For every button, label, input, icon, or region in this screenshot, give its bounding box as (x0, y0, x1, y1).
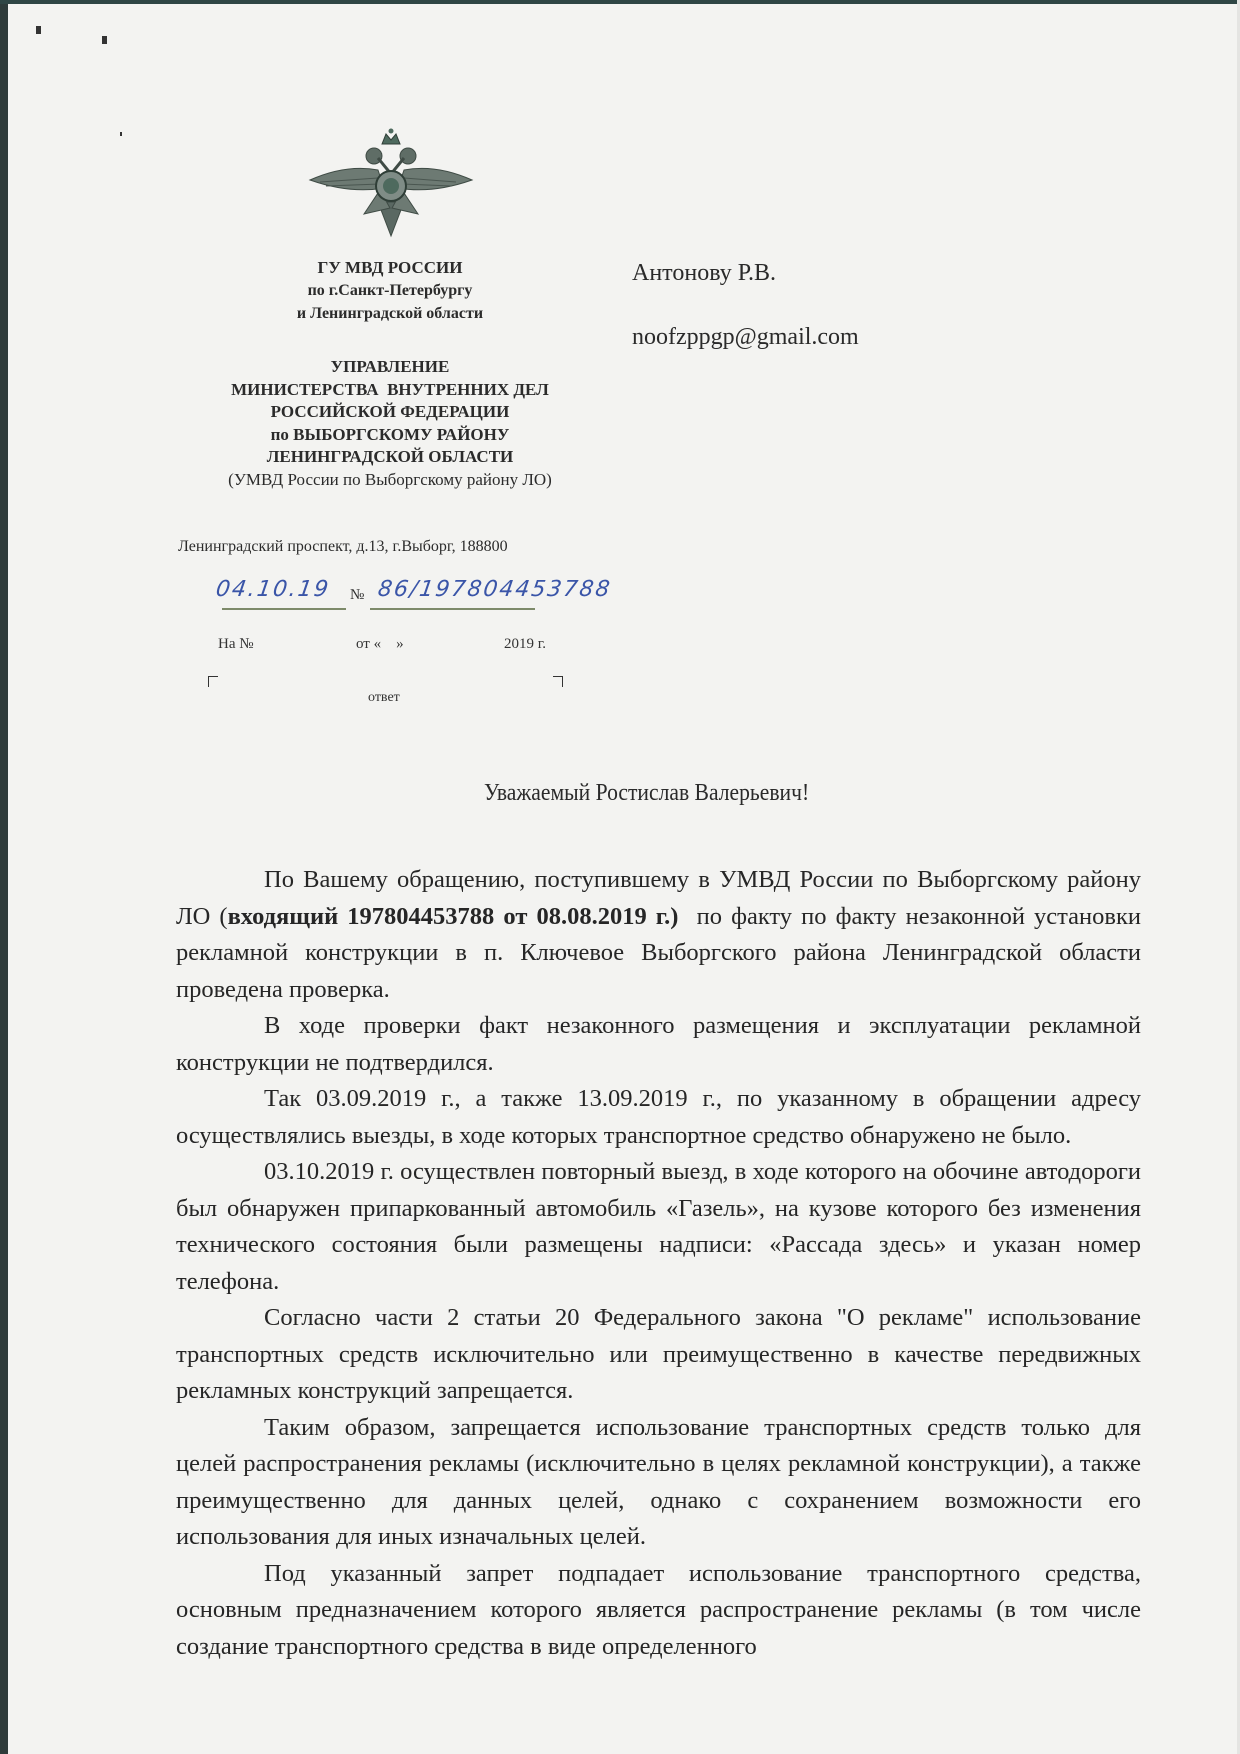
registration-line (212, 577, 652, 611)
subject-bracket-right (553, 676, 563, 687)
addressee-name: Антонову Р.В. (632, 260, 777, 286)
parent-org-line: и Ленинградской области (296, 305, 484, 322)
from-date-label: от « » (356, 636, 404, 652)
letter-greeting: Уважаемый Ростислав Валерьевич! (484, 780, 810, 806)
scan-edge-left (0, 0, 8, 1754)
scan-speck (102, 36, 107, 44)
number-underline (370, 608, 535, 610)
org-line: по ВЫБОРГСКОМУ РАЙОНУ (270, 424, 510, 444)
mvd-emblem-icon (306, 128, 476, 238)
paragraph: Таким образом, запрещается использование транспортных средств только для целей распространения рекламы (исключительно в целях рекламной конструкции), а также преимущественно для данных целей, однако с сохранением возможности его использования для иных изначальных целей. (176, 1413, 1141, 1550)
subject-text: ответ (368, 690, 400, 705)
paragraph: 03.10.2019 г. осуществлен повторный выезд, в ходе которого на обочине автодороги был обнаружен припаркованный автомобиль «Газель», на кузове которого без изменения технического состояния были размещены надписи: «Рассада здесь» и указан номер телефона. (176, 1158, 1141, 1295)
org-abbreviation: (УМВД России по Выборгскому району ЛО) (228, 469, 552, 489)
on-number-label: На № (218, 636, 254, 652)
letter-body (176, 862, 1148, 1665)
incoming-reference: входящий 197804453788 от 08.08.2019 г.) (227, 902, 679, 930)
paragraph: Согласно части 2 статьи 20 Федерального закона "О рекламе" использование транспортных средств исключительно или преимущественно в качестве передвижных рекламных конструкций запрещается. (176, 1304, 1141, 1404)
registration-number: 86/197804453788 (376, 577, 614, 602)
paragraph: В ходе проверки факт незаконного размещения и эксплуатации рекламной конструкции не подтвердился. (176, 1012, 1141, 1076)
org-line: МИНИСТЕРСТВА ВНУТРЕННИХ ДЕЛ (231, 379, 549, 399)
paragraph (176, 862, 1148, 1008)
paragraph-text: по факту по факту незаконной установки рекламной конструкции в п. Ключевое Выборгского района Ленинградской области проведена проверка. (176, 902, 1148, 1003)
number-sign: № (350, 587, 365, 603)
org-line: УПРАВЛЕНИЕ (330, 357, 450, 376)
org-address: Ленинградский проспект, д.13, г.Выборг, 188800 (178, 538, 508, 555)
parent-org-line: ГУ МВД РОССИИ (317, 258, 463, 277)
org-line: ЛЕНИНГРАДСКОЙ ОБЛАСТИ (266, 447, 514, 466)
parent-org-line: по г.Санкт-Петербургу (307, 282, 473, 299)
paragraph: Так 03.09.2019 г., а также 13.09.2019 г., по указанному в обращении адресу осуществлялись выезды, в ходе которых транспортное средство обнаружено не было. (176, 1085, 1141, 1149)
org-line: РОССИЙСКОЙ ФЕДЕРАЦИИ (270, 402, 510, 421)
registration-date: 04.10.19 (214, 577, 332, 602)
parent-org-header (170, 256, 610, 325)
scan-speck (36, 26, 41, 34)
subject-bracket-left (208, 676, 218, 687)
year-label: 2019 г. (504, 636, 546, 652)
paragraph-text: По Вашему обращению, поступившему в УМВД России по Выборгскому району ЛО ( (176, 866, 1141, 930)
paragraph: Под указанный запрет подпадает использование транспортного средства, основным предназначением которого является распространение рекламы (в том числе создание транспортного средства в виде определенного (176, 1559, 1141, 1660)
scan-speck (120, 132, 122, 136)
date-underline (222, 608, 346, 610)
scan-edge-top (0, 0, 1240, 4)
org-header (170, 356, 610, 491)
addressee-email: noofzppgp@gmail.com (632, 324, 859, 350)
